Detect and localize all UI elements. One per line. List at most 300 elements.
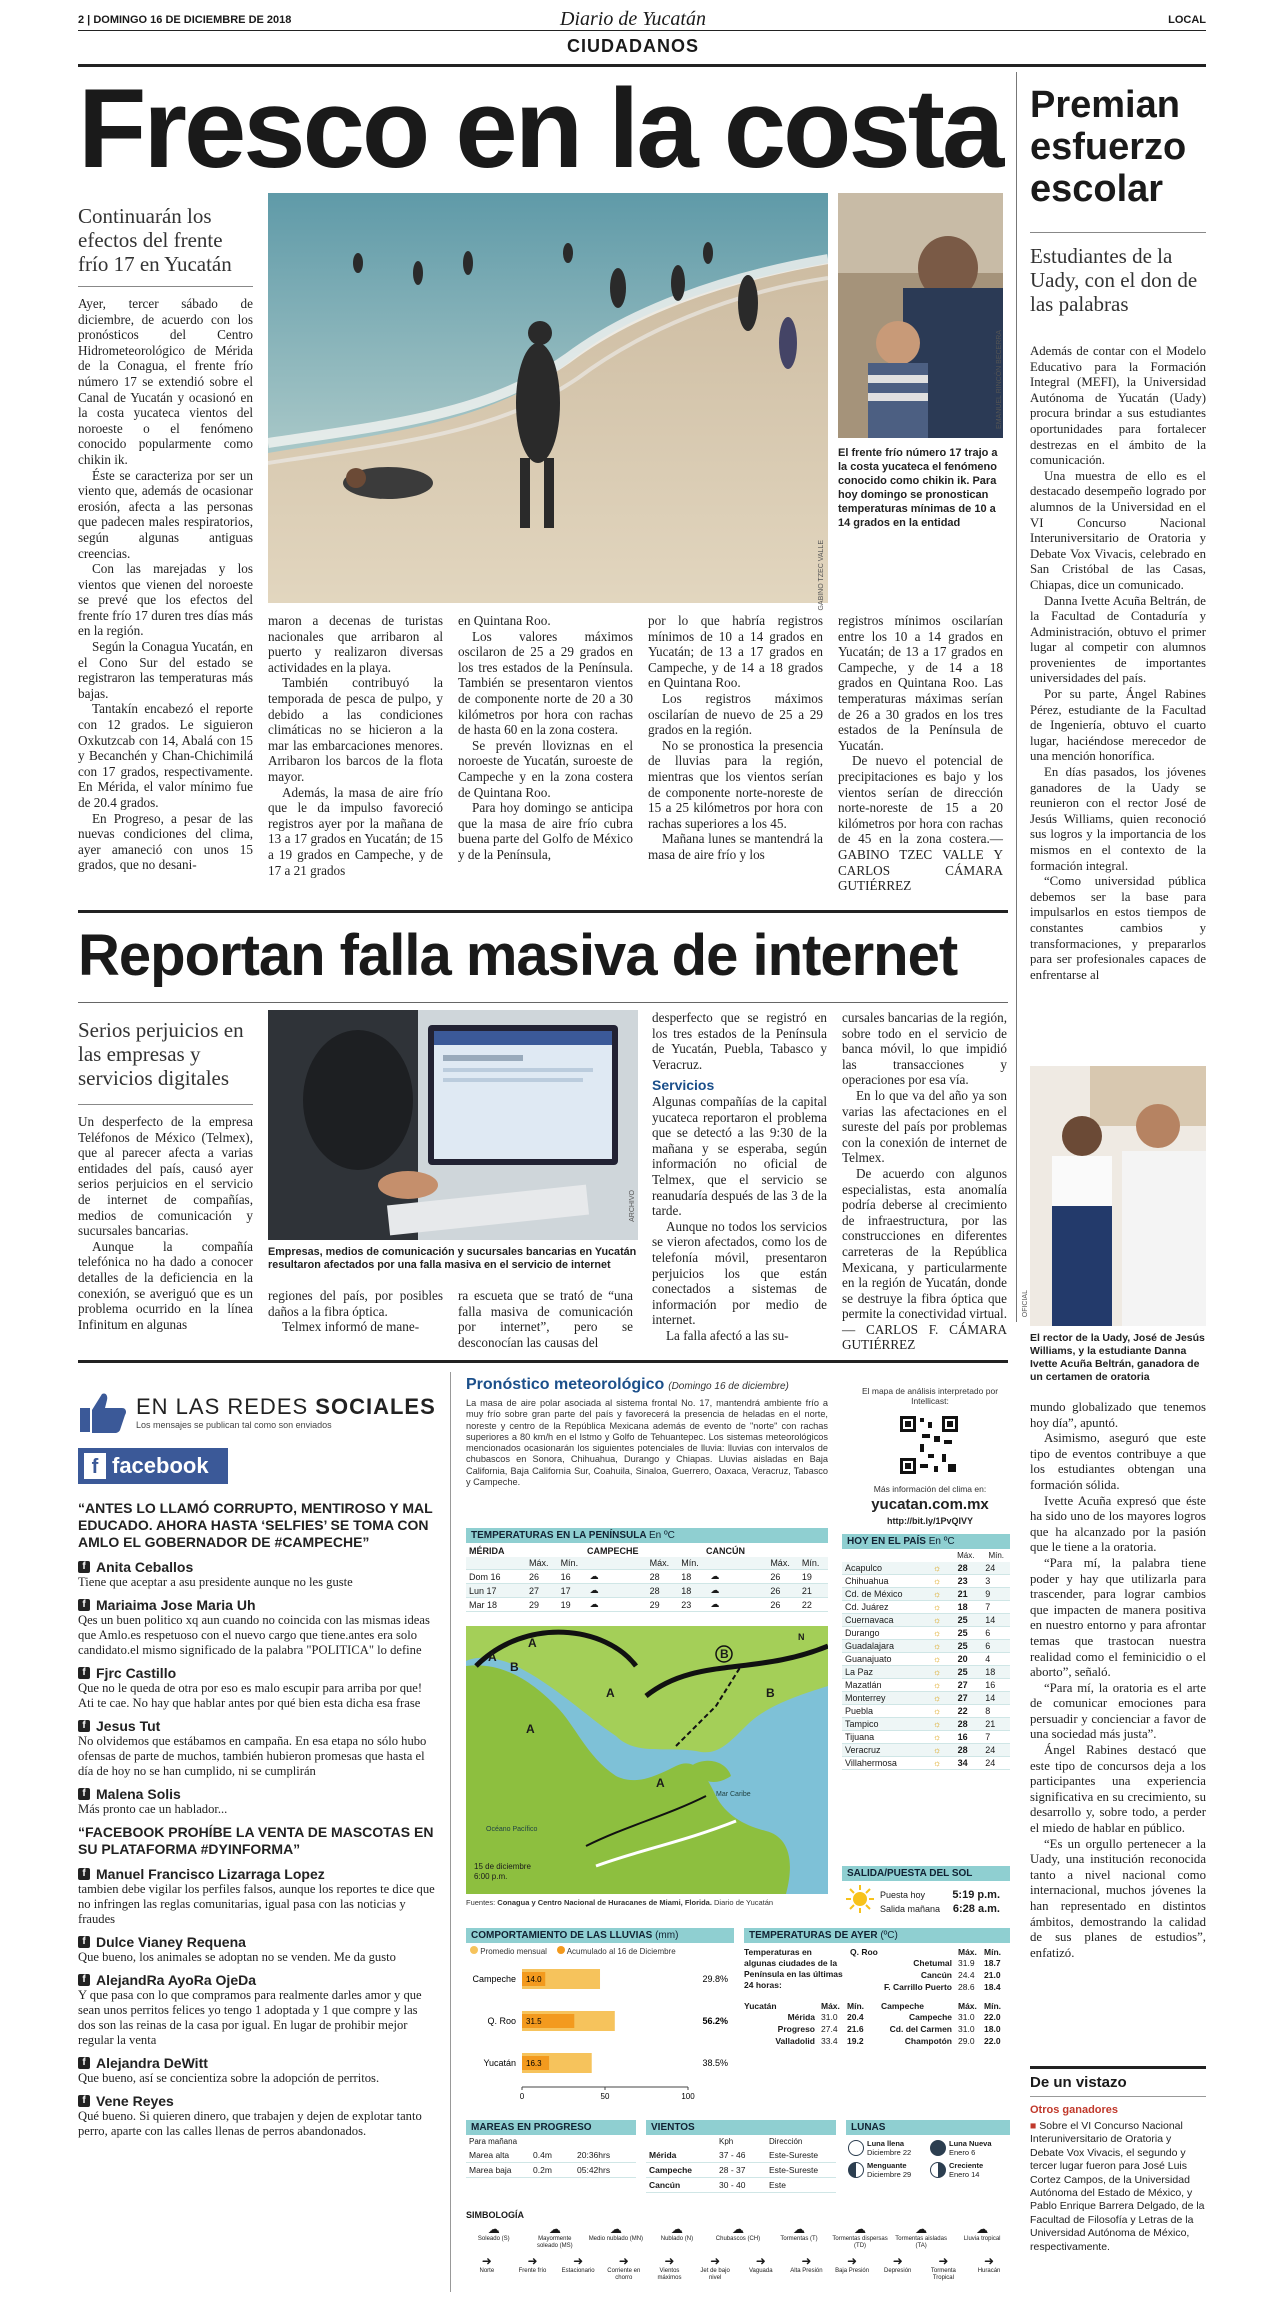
- peninsula-cell: 26: [767, 1570, 799, 1584]
- symbol-label: Estacionario: [561, 2268, 595, 2274]
- comment-author: Manuel Francisco Lizarraga Lopez: [96, 1866, 325, 1882]
- category-label: Yucatán: [483, 2058, 516, 2068]
- qr-code: [898, 1414, 960, 1476]
- comment-text: Que no le queda de otra por eso es malo escupir para arriba por que! Ati te cae. No hay que hablar antes por qué bien esta dicha esa frase: [78, 1681, 423, 1710]
- fresco-column-4: por lo que habría registros mínimos de 10 a 14 grados en Yucatán; de 13 a 17 grados en Campeche, y de 14 a 18 grados en Quintana Roo. Los registros máximos oscilarían de nuevo de 25 a 29 grados en la región. No se pronostica la presencia de lluvias para la región, mientras que los vientos serían de componente norte-noreste de 15 a 25 kilómetros por hora con rachas superiores a los 45. Mañana lunes se mantendrá la masa de aire frío y los: [648, 613, 823, 862]
- deck-internet: Serios perjuicios en las empresas y servicios digitales: [78, 1018, 244, 1090]
- peninsula-row: [466, 1570, 828, 1584]
- symbology: [466, 2210, 1010, 2282]
- peninsula-cell: ☁: [587, 1598, 647, 1612]
- legend-avg: Promedio mensual: [480, 1947, 547, 1956]
- pais-min: 14: [982, 1614, 1010, 1627]
- ayer-unit: (ºC): [880, 1930, 898, 1941]
- pais-row: [842, 1679, 1010, 1692]
- ayer-hdr-min: Mín.: [984, 1947, 1001, 1957]
- bar-value-label: 14.0: [526, 1975, 542, 1984]
- symbol-label: Tormentas aisladas (TA): [895, 2236, 947, 2249]
- symbol-item: [877, 2254, 919, 2282]
- chart-title: COMPORTAMIENTO DE LAS LLUVIAS: [471, 1930, 653, 1941]
- legend-swatch-avg: [470, 1946, 478, 1954]
- symbol-item: [771, 2222, 827, 2250]
- ayer-min: 18.4: [984, 1982, 1001, 1992]
- map-time-text: 6:00 p.m.: [474, 1872, 508, 1881]
- qr-caption: El mapa de análisis interpretado por Intellicast:: [861, 1386, 999, 1406]
- wind-speed: 28 - 37: [719, 2165, 746, 2175]
- peninsula-cell: 29: [526, 1598, 558, 1612]
- pais-min: 24: [982, 1744, 1010, 1757]
- pais-city: Puebla: [842, 1705, 930, 1718]
- weather-symbol-icon: ☁: [731, 2222, 744, 2236]
- pais-hdr-min: Mín.: [988, 1551, 1004, 1560]
- rector-photo-credit: OFICIAL: [1022, 1290, 1029, 1318]
- ayer-max: 24.4: [958, 1970, 975, 1980]
- moon-icon: [930, 2140, 946, 2156]
- headline-internet: Reportan falla masiva de internet: [78, 923, 958, 988]
- weather-site-link[interactable]: yucatan.com.mx: [871, 1496, 989, 1513]
- pais-row: [842, 1588, 1010, 1601]
- weather-symbol-icon: ☁: [609, 2222, 622, 2236]
- fresco-column-5: registros mínimos oscilarían entre los 10 a 14 grados en Yucatán; de 13 a 17 grados en Campeche, y de 14 a 18 grados en Quintana Roo. Las temperaturas máximas serían de 26 a 30 grados en los tres estados de la Península de Yucatán. De nuevo el potencial de precipitaciones es bajo y los vientos serían de dirección norte-noreste de 15 a 20 kilómetros por hora con rachas de 45 en la zona costera.— GABINO TZEC VALLE Y CARLOS CÁMARA GUTIÉRREZ: [838, 613, 1003, 894]
- page-number: 2 | DOMINGO 16 DE DICIEMBRE DE 2018: [78, 14, 292, 26]
- col-cancun: CANCÚN: [706, 1546, 746, 1556]
- deck-fresco: Continuarán los efectos del frente frío 17 en Yucatán: [78, 204, 232, 276]
- headline-premian: Premian esfuerzo escolar: [1030, 84, 1187, 210]
- peninsula-cell: 18: [678, 1570, 707, 1584]
- ayer-city: Champotón: [904, 2036, 952, 2046]
- ayer-row: [744, 2035, 873, 2047]
- north-arrow-icon: N: [798, 1632, 805, 1642]
- pais-city: Cd. de México: [842, 1588, 930, 1601]
- winds-hdr-dir: Dirección: [769, 2137, 803, 2146]
- ayer-min: 21.0: [984, 1970, 1001, 1980]
- peninsula-cell: Lun 17: [466, 1584, 526, 1598]
- ayer-city: Mérida: [787, 2012, 815, 2022]
- ayer-city: F. Carrillo Puerto: [883, 1982, 952, 1992]
- peninsula-cell: 16: [558, 1570, 587, 1584]
- comment: [78, 1718, 438, 1779]
- wind-speed: 30 - 40: [719, 2180, 746, 2190]
- weather-symbol-icon: ☁: [793, 2222, 805, 2236]
- rain-chart: [466, 1928, 734, 2114]
- comment-text: Que bueno, los animales se adoptan no se venden. Me da gusto: [78, 1950, 396, 1964]
- symbol-label: Mayormente soleado (MS): [536, 2236, 573, 2249]
- comment-text: Que bueno, así se concientiza sobre la adopción de perritos.: [78, 2071, 380, 2085]
- ayer-row: [881, 2035, 1010, 2047]
- comment-text: Tiene que aceptar a asu presidente aunque no les guste: [78, 1575, 353, 1589]
- peninsula-row: [466, 1598, 828, 1612]
- peninsula-header-cell: Máx.: [767, 1557, 799, 1570]
- moon-text: [867, 2161, 911, 2179]
- peninsula-cell: 19: [558, 1598, 587, 1612]
- peninsula-header-cell: [587, 1557, 647, 1570]
- internet-column-3: ra escueta que se trató de “una falla masiva de comunicación por internet”, pero se desconocían las causas del: [458, 1288, 633, 1350]
- pais-max: 18: [955, 1601, 983, 1614]
- wind-row: [646, 2178, 836, 2193]
- comment-text: Más pronto cae un hablador...: [78, 1802, 228, 1816]
- pais-min: 9: [982, 1588, 1010, 1601]
- sunrise-label: Salida mañana: [880, 1903, 941, 1914]
- comment-author: AlejandRa AyoRa OjeDa: [96, 1972, 257, 1988]
- map-date: [474, 1862, 531, 1882]
- weather-symbol-icon: ➜: [938, 2254, 949, 2268]
- ayer-row: [850, 1957, 1010, 1969]
- pais-row: [842, 1705, 1010, 1718]
- ayer-min: 20.4: [847, 2012, 864, 2022]
- map-label: A: [606, 1686, 615, 1700]
- comment: [78, 1665, 438, 1711]
- map-label: B: [766, 1686, 775, 1700]
- weather-title: [466, 1376, 826, 1394]
- redes-topic-1: “ANTES LO LLAMÓ CORRUPTO, MENTIROSO Y MAL EDUCADO. AHORA HASTA ‘SELFIES’ SE TOMA CON AMLO EL GOBERNADOR DE #CAMPECHE”: [78, 1500, 433, 1550]
- symbol-item: [954, 2222, 1010, 2250]
- symbol-item: [649, 2222, 705, 2250]
- peninsula-title: TEMPERATURAS EN LA PENÍNSULA: [471, 1530, 647, 1541]
- peninsula-cell: 28: [647, 1570, 679, 1584]
- peninsula-temps: [466, 1528, 828, 1612]
- pais-city: Veracruz: [842, 1744, 930, 1757]
- moon-date: Diciembre 22: [867, 2148, 912, 2157]
- peninsula-cell: Mar 18: [466, 1598, 526, 1612]
- beach-photo: [268, 193, 828, 603]
- weather-icon: ☼: [930, 1653, 955, 1666]
- wind-city: Mérida: [649, 2150, 677, 2160]
- weather-symbol-icon: ☁: [670, 2222, 683, 2236]
- pais-hdr-max: Máx.: [957, 1551, 975, 1560]
- peninsula-cell: ☁: [707, 1570, 767, 1584]
- winds: [646, 2120, 836, 2193]
- ayer-max: 31.9: [958, 1958, 975, 1968]
- ayer-min: 22.0: [984, 2036, 1001, 2046]
- weather-symbol-icon: ➜: [755, 2254, 766, 2268]
- weather-icon: ☼: [930, 1692, 955, 1705]
- symbol-item: [740, 2254, 782, 2282]
- tides-rows: [466, 2148, 636, 2178]
- rector-photo: [1030, 1066, 1206, 1326]
- comment-author: Alejandra DeWitt: [96, 2055, 208, 2071]
- pais-row: [842, 1601, 1010, 1614]
- symbology-row-1: [466, 2222, 1010, 2250]
- pais-city: Durango: [842, 1627, 930, 1640]
- computer-photo-caption: Empresas, medios de comunicación y sucursales bancarias en Yucatán resultaron afectados por una falla masiva en el servicio de internet: [268, 1246, 637, 1271]
- symbol-item: [786, 2254, 828, 2282]
- subsection-title: CIUDADANOS: [566, 36, 699, 56]
- comment-text: Y que pasa con lo que compramos para realmente darles amor y que sean unos perritos felices yo tengo 1 adoptada y 1 que compre y las dos son las reinas de la casa por igual. En lugar de prohibir mejor regular la venta: [78, 1988, 422, 2047]
- col-campeche: CAMPECHE: [587, 1546, 639, 1556]
- peninsula-row: [466, 1584, 828, 1598]
- ayer-city: Valladolid: [775, 2036, 815, 2046]
- wind-city: Campeche: [649, 2165, 692, 2175]
- ayer-min: 18.0: [984, 2024, 1001, 2034]
- weather-symbol-icon: ➜: [801, 2254, 812, 2268]
- peninsula-cell: 26: [526, 1570, 558, 1584]
- tides: [466, 2120, 636, 2178]
- symbol-label: Alta Presión: [790, 2268, 823, 2274]
- moon-date: Enero 14: [949, 2170, 980, 2179]
- symbol-item: [968, 2254, 1010, 2282]
- weather-icon: ☼: [930, 1744, 955, 1757]
- symbol-item: [466, 2254, 508, 2282]
- map-label: A: [526, 1722, 535, 1736]
- redes-subtitle: Los mensajes se publican tal como son enviados: [136, 1420, 332, 1430]
- weather-symbol-icon: ➜: [664, 2254, 675, 2268]
- percent-label: 29.8%: [702, 1974, 728, 1984]
- moon-name: Menguante: [867, 2161, 907, 2170]
- internet-column-5: cursales bancarias de la región, sobre todo en el servicio de banca móvil, lo que impidió las transacciones y operaciones por esa vía. En lo que va del año ya son varias las afectaciones en el sureste del país por problemas con la conexión de internet de Telmex. De acuerdo con algunos especialistas, esta anomalía podría deberse al crecimiento de infraestructura, por las construcciones en diferentes carreteras de la República Mexicana, y particularmente en la región de Yucatán, donde se destruye la fibra óptica que permite la conectividad virtual.— CARLOS F. CÁMARA GUTIÉRREZ: [842, 1010, 1007, 1353]
- category-label: Campeche: [472, 1974, 516, 1984]
- pais-max: 28: [955, 1562, 983, 1575]
- symbol-item: [557, 2254, 599, 2282]
- weather-icon: ☼: [930, 1705, 955, 1718]
- peninsula-cell: 23: [678, 1598, 707, 1612]
- fresco-column-1: Ayer, tercer sábado de diciembre, de acuerdo con los pronósticos del Centro Hidrometeorológico de Mérida de la Conagua, el frente frío número 17 se extendió sobre el Canal de Yucatán y ocasionó en la costa yucateca vientos del noroeste o el fenómeno conocido popularmente como chikin ik. Éste se caracteriza por ser un viento que, además de ocasionar erosión, afecta a las personas que padecen males respiratorios, según algunas antiguas creencias. Con las marejadas y los vientos que vienen del noroeste se prevé que los efectos del frente frío 17 duren tres días más en la región. Según la Conagua Yucatán, en el Cono Sur del estado se registraron las temperaturas más bajas. Tantakín encabezó el reporte con 12 grados. Le siguieron Oxkutzcab con 14, Abalá con 15 y Becanchén y Chan-Chichimilá con 17 grados, respectivamente. En Mérida, el valor mínimo fue de 20.4 grados. En Progreso, a pesar de las nuevas condiciones del clima, ayer amaneció con unos 15 grados, que no desani-: [78, 296, 253, 873]
- computer-photo-credit: ARCHIVO: [629, 1190, 636, 1222]
- ayer-hdr-max: Máx.: [821, 2001, 840, 2011]
- map-source-credit: Diario de Yucatán: [714, 1898, 774, 1907]
- symbol-label: Nublado (N): [660, 2236, 694, 2242]
- bar-value-label: 16.3: [526, 2059, 542, 2068]
- pais-city: Tampico: [842, 1718, 930, 1731]
- premian-text-2: mundo globalizado que tenemos hoy día”, apuntó. Asimismo, aseguró que este tipo de eventos contribuye a que los estudiantes obtengan una formación sólida. Ivette Acuña expresó que éste ha sido uno de los mayores logros que ha alcanzado por la pasión que le tiene a la oratoria. “Para mí, la palabra tiene poder y hay que utilizarla para trascender, para lograr cambios que impacten de manera positiva en nuestro entorno y para afrontar temas que trastocan nuestra realidad como el feminicidio o el aborto”, señaló. “Para mí, la oratoria es el arte de comunicar emociones para persuadir y concienciar a favor de una sociedad más justa”. Ángel Rabines destacó que este tipo de concursos deja a los participantes una experiencia significativa en su crecimiento, su desarrollo y, sobre todo, a perder el miedo de hablar en público. “Es un orgullo pertenecer a la Uady, una institución reconocida tanto a nivel nacional como internacional, muchos jóvenes la han representado en distintos ámbitos, demostrando la calidad de sus planes de estudios”, enfatizó.: [1030, 1400, 1206, 1960]
- tide-height: 0.4m: [533, 2150, 552, 2160]
- ayer-min: 22.0: [984, 2012, 1001, 2022]
- ayer-city: Cancún: [920, 1970, 952, 1980]
- weather-symbol-icon: ➜: [481, 2254, 492, 2268]
- peninsula-header-cell: Máx.: [526, 1557, 558, 1570]
- bar-value-label: 31.5: [526, 2017, 542, 2026]
- ayer-max: 29.0: [958, 2036, 975, 2046]
- moons-title: LUNAS: [846, 2120, 1010, 2135]
- pais-unit: En ºC: [928, 1536, 955, 1547]
- pais-city: Villahermosa: [842, 1757, 930, 1770]
- weather-icon: ☼: [930, 1731, 955, 1744]
- weather-short-link[interactable]: http://bit.ly/1PvQIVY: [886, 1516, 973, 1526]
- wind-direction: Este-Sureste: [769, 2150, 819, 2160]
- weather-symbol-icon: ➜: [984, 2254, 995, 2268]
- pais-max: 20: [955, 1653, 983, 1666]
- headline-fresco: Fresco en la costa: [78, 66, 1002, 191]
- symbol-label: Tormentas (T): [780, 2236, 818, 2242]
- wind-speed: 37 - 46: [719, 2150, 746, 2160]
- tide-row: [466, 2148, 636, 2163]
- redes-title-bold: SOCIALES: [315, 1394, 436, 1419]
- thumbs-up-icon: [78, 1390, 128, 1434]
- pais-city: Tijuana: [842, 1731, 930, 1744]
- peninsula-header-cell: [707, 1557, 767, 1570]
- pais-city: Guanajuato: [842, 1653, 930, 1666]
- ayer-city: Chetumal: [913, 1958, 952, 1968]
- pais-city: Chihuahua: [842, 1575, 930, 1588]
- premian-text-1: Además de contar con el Modelo Educativo para la Formación Integral (MEFI), la Universidad Autónoma de Yucatán (Uady) procura brindar a sus estudiantes oportunidades para fortalecer destrezas en el ámbito de la comunicación. Una muestra de ello es el destacado desempeño logrado por alumnos de la Universidad en el VI Concurso Nacional Interuniversitario de Oratoria y Debate Vox Vivacis, celebrado en San Cristóbal de las Casas, Chiapas, dice un comunicado. Danna Ivette Acuña Beltrán, de la Facultad de Contaduría y Administración, obtuvo el primer lugar al competir con alumnos provenientes de importantes universidades del país. Por su parte, Ángel Rabines Pérez, estudiante de la Facultad de Ingeniería, obtuvo el cuarto lugar, haciéndose merecedor de una mención honorífica. En días pasados, los jóvenes ganadores de la Uady se reunieron con el rector José de Jesús Williams, quien reconoció sus logros y la importancia de los mismos en el contexto de la formación integral. “Como universidad pública debemos ser la base para impulsarlos en estos tiempos de constantes cambios y transformaciones, y prepararlos para ser profesionales capaces de enfrentarse al: [1030, 344, 1206, 982]
- map-label: A: [656, 1776, 665, 1790]
- pais-min: 6: [982, 1640, 1010, 1653]
- facebook-icon: f: [78, 1599, 90, 1611]
- comment-text: Qes un buen politico xq aun cuando no coincida con las mismas ideas que Amlo.es respetuoso con el nuevo cargo que tiene.antes era solo candidato.el mismo significado de la palabra "POLITICA" lo define: [78, 1613, 430, 1657]
- symbol-item: [466, 2222, 522, 2250]
- moon-text: [949, 2139, 992, 2157]
- pais-table: [842, 1562, 1010, 1770]
- symbol-label: Lluvia tropical: [963, 2236, 1001, 2242]
- map-label-ocean: Océano Pacífico: [486, 1826, 538, 1833]
- ayer-max: 31.0: [958, 2012, 975, 2022]
- tide-time: 20:36hrs: [577, 2150, 611, 2160]
- internet-column-1: Un desperfecto de la empresa Teléfonos de México (Telmex), que al parecer afecta a varias entidades del país, causó ayer serios perjuicios en el servicio de internet de compañías, medios de comunicación y sucursales bancarias. Aunque la compañía telefónica no ha dado a conocer detalles de la deficiencia en la conexión, se averiguó que es un problema ocurrido en la línea Infinitum en algunas: [78, 1114, 253, 1332]
- map-source-text: Conagua y Centro Nacional de Huracanes de Miami, Florida.: [497, 1898, 712, 1907]
- pais-city: Acapulco: [842, 1562, 930, 1575]
- pais-city: La Paz: [842, 1666, 930, 1679]
- peninsula-cell: 26: [767, 1598, 799, 1612]
- weather-title-date: (Domingo 16 de diciembre): [668, 1381, 789, 1392]
- ayer-max: 33.4: [821, 2036, 838, 2046]
- tides-subtitle: Para mañana: [469, 2137, 518, 2146]
- moon-icon: [848, 2140, 864, 2156]
- pais-max: 25: [955, 1627, 983, 1640]
- symbol-label: Soleado (S): [477, 2236, 510, 2242]
- pais-min: 7: [982, 1601, 1010, 1614]
- weather-symbol-icon: ➜: [618, 2254, 629, 2268]
- comment-author: Vene Reyes: [96, 2093, 174, 2109]
- moon-date: Enero 6: [949, 2148, 976, 2157]
- legend-swatch-acc: [557, 1946, 565, 1954]
- symbol-item: [649, 2254, 691, 2282]
- ayer-temps: [744, 1928, 1010, 2047]
- ayer-city: Cd. del Carmen: [889, 2024, 952, 2034]
- weather-symbol-icon: ☁: [487, 2222, 500, 2236]
- weather-icon: ☼: [930, 1679, 955, 1692]
- peninsula-cell: 29: [647, 1598, 679, 1612]
- symbol-item: [588, 2222, 644, 2250]
- pais-city: Cd. Juárez: [842, 1601, 930, 1614]
- weather-icon: ☼: [930, 1575, 955, 1588]
- moon-text: [949, 2161, 983, 2179]
- ayer-city: Progreso: [777, 2024, 815, 2034]
- percent-label: 56.2%: [702, 2016, 728, 2026]
- pais-row: [842, 1575, 1010, 1588]
- peninsula-unit: En ºC: [648, 1530, 675, 1541]
- peninsula-cell: 28: [647, 1584, 679, 1598]
- vistazo-subtitle: Otros ganadores: [1030, 2104, 1119, 2116]
- comment: [78, 2055, 438, 2086]
- peninsula-header-cell: Mín.: [799, 1557, 828, 1570]
- comment-author: Anita Ceballos: [96, 1559, 194, 1575]
- moon-phase: [930, 2139, 1008, 2157]
- pais-city: Cuernavaca: [842, 1614, 930, 1627]
- sun-times: [842, 1866, 1010, 1922]
- ayer-max: 31.0: [958, 2024, 975, 2034]
- peninsula-cell: 22: [799, 1598, 828, 1612]
- weather-title-text: Pronóstico meteorológico: [466, 1376, 665, 1393]
- map-label-sea: Mar Caribe: [716, 1791, 751, 1798]
- peninsula-cell: 17: [558, 1584, 587, 1598]
- peninsula-cell: 27: [526, 1584, 558, 1598]
- map-label: B: [510, 1660, 519, 1674]
- sunrise-time: 6:28 a.m.: [952, 1902, 1000, 1915]
- tide-label: Marea alta: [469, 2150, 510, 2160]
- pais-max: 25: [955, 1666, 983, 1679]
- symbol-item: [893, 2222, 949, 2250]
- ayer-yuc-rows: [744, 2011, 873, 2047]
- category-label: Q. Roo: [487, 2016, 516, 2026]
- vistazo-title: De un vistazo: [1030, 2074, 1127, 2091]
- weather-icon: ☼: [930, 1614, 955, 1627]
- pais-max: 25: [955, 1614, 983, 1627]
- wind-city: Cancún: [649, 2180, 681, 2190]
- facebook-f-icon: f: [84, 1453, 106, 1479]
- tide-height: 0.2m: [533, 2165, 552, 2175]
- ayer-row: [881, 2011, 1010, 2023]
- peninsula-cell: ☁: [707, 1584, 767, 1598]
- comment: [78, 2093, 438, 2139]
- pais-max: 34: [955, 1757, 983, 1770]
- symbol-label: Jet de bajo nivel: [700, 2268, 730, 2281]
- facebook-icon: f: [78, 2057, 90, 2069]
- rector-photo-caption: El rector de la Uady, José de Jesús Williams, y la estudiante Danna Ivette Acuña Beltrán, ganadora de un certamen de oratoria: [1030, 1332, 1205, 1383]
- symbol-label: Corriente en chorro: [607, 2268, 641, 2281]
- subhead-servicios: Servicios: [652, 1077, 715, 1094]
- comment-text: No olvidemos que estábamos en campaña. En esa etapa no sólo hubo ofensas de parte de muchos, también hubieron promesas que hasta el día de hoy no se han cumplido, ni se cumplirán: [78, 1734, 427, 1778]
- pais-min: 8: [982, 1705, 1010, 1718]
- weather-icon: ☼: [930, 1757, 955, 1770]
- facebook-icon: f: [78, 1561, 90, 1573]
- ayer-hdr-min: Mín.: [984, 2001, 1001, 2011]
- weather-symbol-icon: ➜: [710, 2254, 721, 2268]
- weather-symbol-icon: ☁: [976, 2222, 989, 2236]
- winds-title: VIENTOS: [646, 2120, 836, 2135]
- comment: [78, 1559, 438, 1590]
- ayer-yuc-title: Yucatán: [744, 2001, 777, 2011]
- moon-phase: [848, 2161, 926, 2179]
- weather-map: [466, 1626, 828, 1894]
- weather-symbol-icon: ☁: [548, 2222, 561, 2236]
- ayer-row: [881, 2023, 1010, 2035]
- comment-author: Fjrc Castillo: [96, 1665, 177, 1681]
- fresco-column-2: maron a decenas de turistas nacionales que arribaron al puerto y realizaron diversas actividades en la playa. También contribuyó la temporada de pesca de pulpo, y debido a las condiciones climáticas no se hicieron a la mar las embarcaciones menores. Arribaron los barcos de la flota mayor. Además, la masa de aire frío que le da impulso favoreció registros ayer por la mañana de 13 a 17 grados en Yucatán; de 15 a 19 grados en Campeche, y de 17 a 21 grados: [268, 613, 443, 878]
- x-tick-label: 50: [600, 2092, 610, 2101]
- tides-title: MAREAS EN PROGRESO: [466, 2120, 636, 2135]
- facebook-icon: f: [78, 1720, 90, 1732]
- weather-symbol-icon: ☁: [915, 2222, 928, 2236]
- pais-title: HOY EN EL PAÍS: [847, 1536, 926, 1547]
- x-tick-label: 0: [519, 2092, 525, 2101]
- section-label: LOCAL: [1168, 14, 1206, 26]
- sunset-label: Puesta hoy: [880, 1889, 926, 1900]
- ayer-qroo-title: Q. Roo: [850, 1947, 878, 1957]
- pais-min: 24: [982, 1562, 1010, 1575]
- chart-unit: (mm): [655, 1930, 679, 1941]
- map-label: A: [488, 1650, 497, 1664]
- peninsula-header-cell: [466, 1557, 526, 1570]
- pais-max: 27: [955, 1692, 983, 1705]
- symbol-label: Tormenta Tropical: [930, 2268, 956, 2281]
- weather-more-info: Más información del clima en:: [873, 1484, 987, 1494]
- map-date-text: 15 de diciembre: [474, 1862, 531, 1871]
- wind-row: [646, 2163, 836, 2178]
- symbol-label: Chubascos (CH): [715, 2236, 761, 2242]
- sunset-time: 5:19 p.m.: [952, 1888, 1000, 1901]
- ayer-hdr-min: Mín.: [847, 2001, 864, 2011]
- pais-row: [842, 1666, 1010, 1679]
- pais-row: [842, 1718, 1010, 1731]
- peninsula-cell: 26: [767, 1584, 799, 1598]
- facebook-icon: f: [78, 1974, 90, 1986]
- pais-max: 28: [955, 1744, 983, 1757]
- ayer-hdr-max: Máx.: [958, 2001, 977, 2011]
- moon-phase: [848, 2139, 926, 2157]
- weather-intro: La masa de aire polar asociada al sistema frontal No. 17, mantendrá ambiente frío a muy frío sobre gran parte del país y favorecerá la presencia de heladas en el norte, noreste y centro de la República Mexicana además de evento de "norte" con rachas superiores a 80 km/h en el Istmo y Golfo de Tehuantepec. Los sistemas meteorológicos mencionados ocasionarán los siguientes potenciales de lluvia: lluvias con intervalos de chubascos en Sonora, Chihuahua, Durango y Chiapas. Lluvias aisladas en Baja California, Baja California Sur, Coahuila, Sinaloa, Guerrero, Oaxaca, Veracruz, Tabasco y Campeche.: [466, 1398, 828, 1488]
- comment-author: Malena Solis: [96, 1786, 181, 1802]
- pais-min: 18: [982, 1666, 1010, 1679]
- symbol-item: [710, 2222, 766, 2250]
- symbol-label: Vientos máximos: [657, 2268, 682, 2281]
